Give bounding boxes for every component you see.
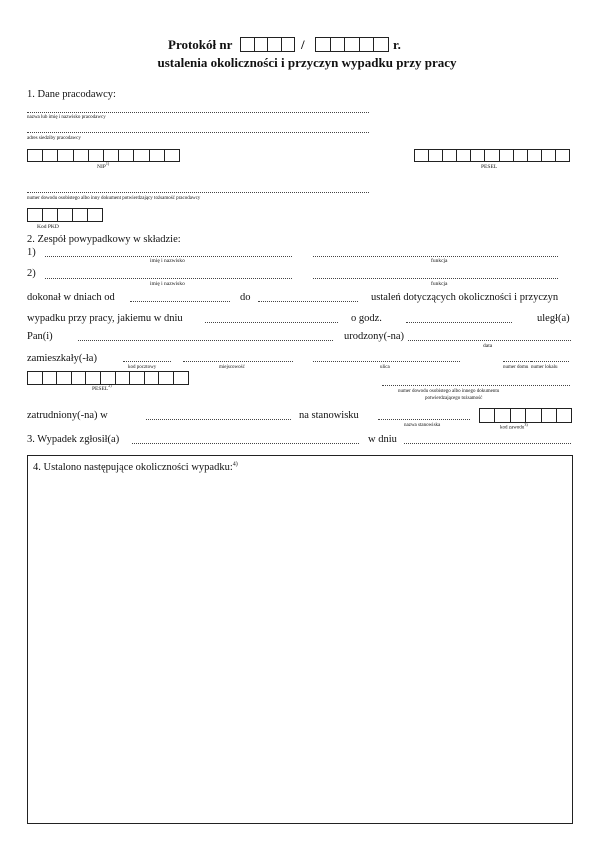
section2-heading: 2. Zespół powypadkowy w składzie:: [27, 234, 181, 245]
made-in-days-text: dokonał w dniach od: [27, 292, 115, 303]
protocol-year-boxes[interactable]: [315, 37, 389, 52]
report-date-field[interactable]: [404, 443, 571, 444]
victim-id-field[interactable]: [382, 385, 570, 386]
position-name-label: nazwa stanowiska: [404, 423, 441, 428]
section1-heading: 1. Dane pracodawcy:: [27, 89, 116, 100]
flat-number-label: numer lokalu: [531, 365, 558, 370]
resident-text: zamieszkały(-ła): [27, 353, 97, 364]
at-hour-text: o godz.: [351, 313, 382, 324]
member2-name-label: imię i nazwisko: [150, 281, 185, 287]
employer-id-field[interactable]: [27, 192, 369, 193]
protocol-number-boxes[interactable]: [240, 37, 295, 52]
established-text: ustaleń dotyczących okoliczności i przyczyn: [371, 292, 559, 303]
accident-hour-field[interactable]: [406, 322, 512, 323]
section4-heading: 4. Ustalono następujące okoliczności wypadku:$^{4)}$: [33, 461, 238, 473]
circumstances-box[interactable]: [27, 455, 573, 824]
member1-number: 1): [27, 247, 36, 258]
pkd-boxes[interactable]: [27, 208, 103, 222]
pkd-label: Kod PKD: [37, 224, 59, 230]
employer-address-field[interactable]: [27, 132, 369, 133]
employer-name-field[interactable]: [27, 112, 369, 113]
section3-heading: 3. Wypadek zgłosił(a): [27, 434, 120, 445]
employed-text: zatrudniony(-na) w: [27, 410, 108, 421]
accident-date-field[interactable]: [205, 322, 338, 323]
member1-function-label: funkcja: [431, 258, 448, 264]
date-to-field[interactable]: [258, 301, 358, 302]
position-name-field[interactable]: [378, 419, 470, 420]
victim-name-field[interactable]: [78, 340, 333, 341]
member1-function-field[interactable]: [313, 256, 558, 257]
victim-pesel-label: PESEL$^{2)}$: [92, 383, 112, 392]
mr-ms-text: Pan(i): [27, 331, 53, 342]
member2-name-field[interactable]: [45, 278, 292, 279]
flat-number-field[interactable]: [531, 361, 569, 362]
employer-pesel-label: PESEL: [481, 164, 498, 170]
locality-label: miejscowość: [219, 365, 245, 370]
protocol-title: [0, 37, 600, 53]
position-text: na stanowisku: [299, 410, 359, 421]
protocol-subtitle: ustalenia okoliczności i przyczyn wypadku przy pracy: [157, 55, 457, 70]
victim-id-label-2: potwierdzającego tożsamość: [425, 396, 483, 401]
nip-boxes[interactable]: [27, 149, 180, 162]
victim-id-label-1: numer dowodu osobistego albo innego dokumentu: [398, 389, 500, 394]
job-code-boxes[interactable]: [479, 408, 572, 423]
employer-name-label: nazwa lub imię i nazwisko pracodawcy: [27, 115, 106, 120]
employer-place-field[interactable]: [146, 419, 291, 420]
date-from-field[interactable]: [130, 301, 230, 302]
member1-name-field[interactable]: [45, 256, 292, 257]
on-day-text: w dniu: [368, 434, 397, 445]
job-code-label: kod zawodu$^{3)}$: [500, 422, 528, 431]
birth-date-label: data: [483, 343, 493, 349]
title-prefix: Protokół nr: [168, 37, 233, 52]
reporter-field[interactable]: [132, 443, 359, 444]
to-text: do: [240, 292, 251, 303]
postal-code-field[interactable]: [123, 361, 171, 362]
member2-function-field[interactable]: [313, 278, 558, 279]
member1-name-label: imię i nazwisko: [150, 258, 185, 264]
member2-function-label: funkcja: [431, 281, 448, 287]
accident-day-text: wypadku przy pracy, jakiemu w dniu: [27, 313, 183, 324]
title-suffix: r.: [393, 37, 401, 52]
employer-pesel-boxes[interactable]: [414, 149, 570, 162]
title-slash: /: [301, 37, 305, 52]
birth-date-field[interactable]: [408, 340, 571, 341]
born-text: urodzony(-na): [344, 331, 405, 342]
suffered-text: uległ(a): [537, 313, 570, 324]
street-field[interactable]: [313, 361, 460, 362]
street-label: ulica: [380, 365, 390, 370]
employer-address-label: adres siedziby pracodawcy: [27, 136, 81, 141]
postal-code-label: kod pocztowy: [128, 365, 157, 370]
member2-number: 2): [27, 268, 36, 279]
employer-id-label: numer dowodu osobistego albo inny dokument potwierdzający tożsamość pracodawcy: [27, 196, 201, 201]
locality-field[interactable]: [183, 361, 293, 362]
house-number-label: numer domu: [503, 365, 529, 370]
nip-label: NIP$^{1)}$: [97, 161, 110, 170]
